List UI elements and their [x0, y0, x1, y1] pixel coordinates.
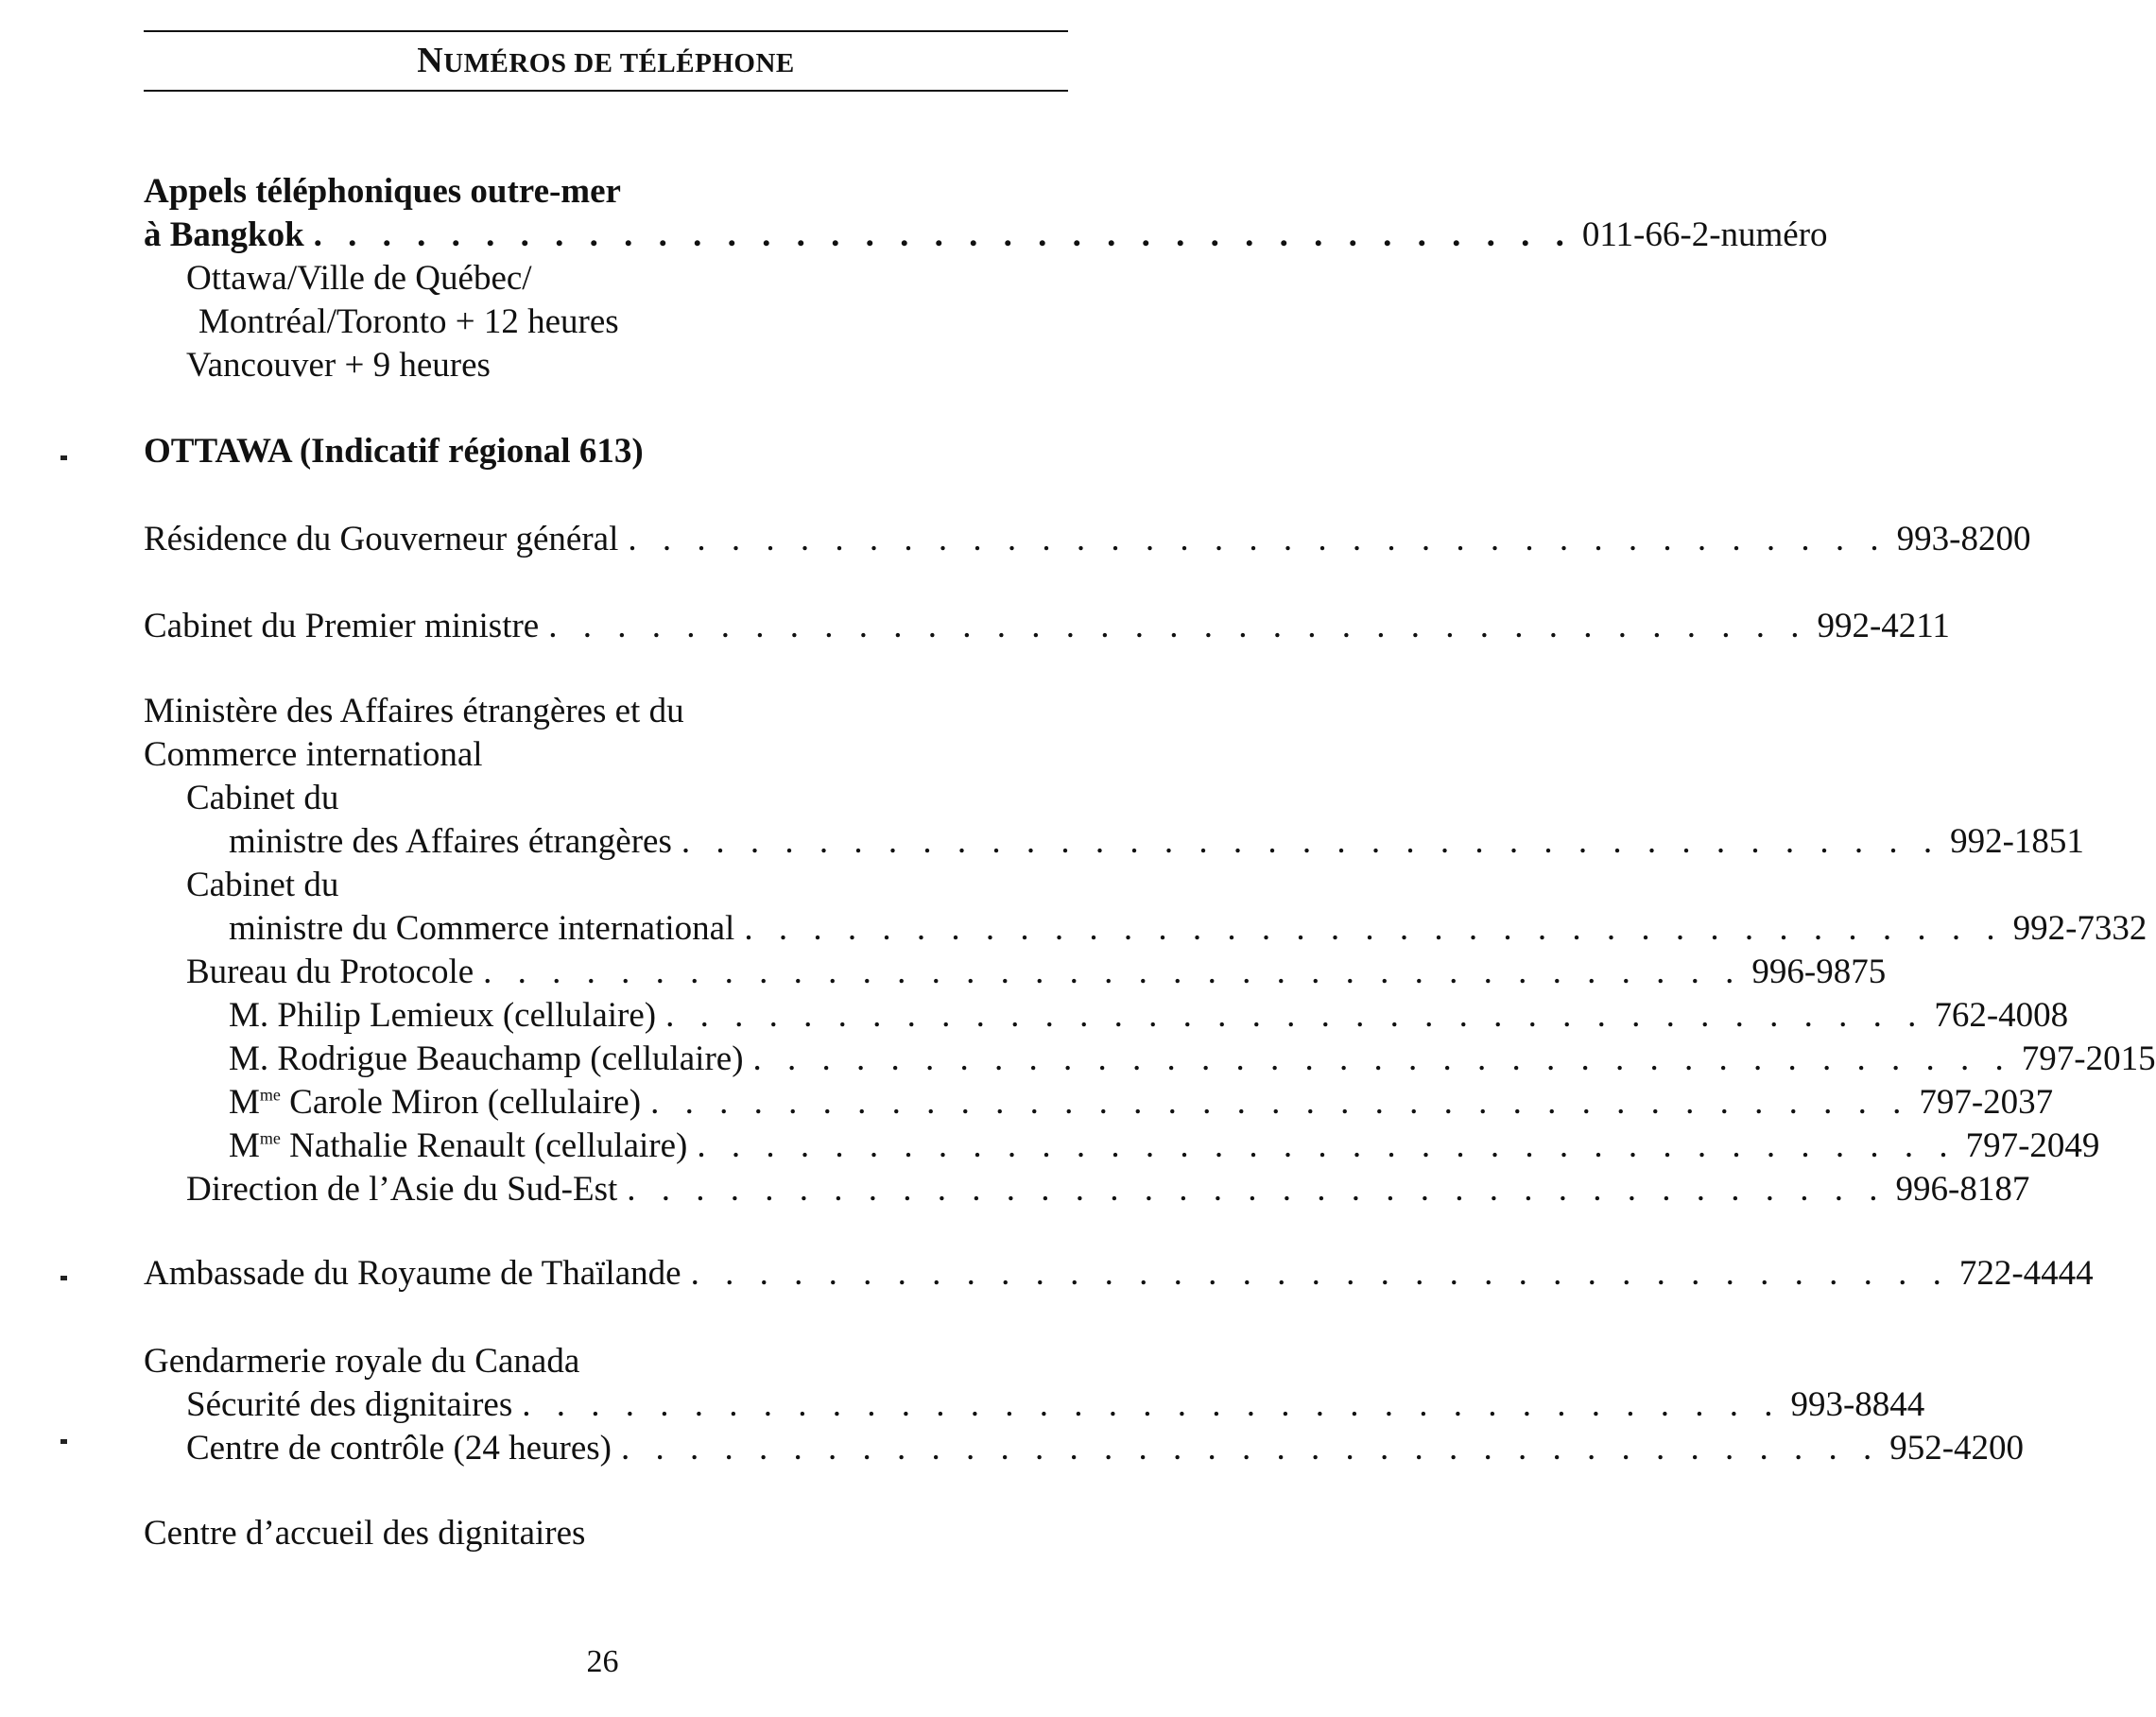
entry-number: 011-66-2-numéro [1581, 215, 1828, 254]
leader-dots: . . . . . . . . . . . . . . . . . . . . . . . . . . . . . . . . . . . . . [650, 1083, 1910, 1122]
listing-row [229, 907, 2147, 951]
sub-entry-label: Cabinet du [186, 779, 339, 817]
entry-number: 797-2015 [2021, 1039, 2156, 1078]
entry-number: 797-2037 [1919, 1083, 2054, 1122]
page-number: 26 [586, 1644, 619, 1679]
ottawa-heading: OTTAWA (Indicatif régional 613) [144, 432, 644, 471]
entry-label: Résidence du Gouverneur général [144, 520, 619, 558]
entry-number: 993-8200 [1896, 520, 2031, 558]
leader-dots: . . . . . . . . . . . . . . . . . . . . . . . . . . . . . . . . . . . . . [665, 996, 1925, 1035]
entry-number: 952-4200 [1889, 1429, 2025, 1468]
leader-dots: . . . . . . . . . . . . . . . . . . . . . . . . . . . . . . . . . . . . . [681, 822, 1941, 861]
margin-mark [60, 455, 67, 460]
leader-dots: . . . . . . . . . . . . . . . . . . . . . . . . . . . . . . . . . . . . . [483, 953, 1743, 991]
leader-dots: . . . . . . . . . . . . . . . . . . . . . . . . . . . . . . . . . . . . . [744, 909, 2004, 948]
listing-row [186, 951, 1887, 994]
page-header: NUMÉROS DE TÉLÉPHONE [417, 41, 795, 80]
entry-number: 996-9875 [1751, 953, 1887, 991]
entry-label: Direction de l’Asie du Sud-Est [186, 1170, 618, 1209]
listing-row [144, 518, 2031, 561]
entry-label: M. Philip Lemieux (cellulaire) [229, 996, 657, 1035]
entry-label: $M^{me}$ Nathalie Renault (cellulaire) [229, 1126, 688, 1165]
leader-dots: . . . . . . . . . . . . . . . . . . . . . . . . . . . . . . . . . . . . . [548, 607, 1808, 645]
entry-number: 992-7332 [2012, 909, 2147, 948]
entry-label: $M^{me}$ Carole Miron (cellulaire) [229, 1083, 642, 1122]
ministry-name-line: Commerce international [144, 735, 483, 774]
header-rule-top [144, 30, 1068, 32]
entry-label: Centre de contrôle (24 heures) [186, 1429, 612, 1468]
listing-row [144, 1252, 2094, 1296]
leader-dots: . . . . . . . . . . . . . . . . . . . . . . . . . . . . . . . . . . . . . [752, 1039, 2012, 1078]
leader-dots: . . . . . . . . . . . . . . . . . . . . . . . . . . . . . . . . . . . . . [628, 520, 1888, 558]
leader-dots: . . . . . . . . . . . . . . . . . . . . . . . . . . . . . . . . . . . . . [697, 1126, 1957, 1165]
time-diff-line: Montréal/Toronto + 12 heures [198, 302, 619, 341]
entry-number: 797-2049 [1965, 1126, 2100, 1165]
entry-number: 992-4211 [1817, 607, 1950, 645]
margin-mark [60, 1276, 67, 1280]
reception-heading: Centre d’accueil des dignitaires [144, 1514, 586, 1553]
header-rule-bottom [144, 90, 1068, 92]
entry-label: Cabinet du Premier ministre [144, 607, 540, 645]
entry-number: 996-8187 [1895, 1170, 2030, 1209]
leader-dots: . . . . . . . . . . . . . . . . . . . . . . . . . . . . . . . . . . . . . [313, 215, 1573, 254]
overseas-heading: Appels téléphoniques outre-mer [144, 172, 621, 211]
leader-dots: . . . . . . . . . . . . . . . . . . . . . . . . . . . . . . . . . . . . . [627, 1170, 1887, 1209]
entry-label: Bureau du Protocole [186, 953, 474, 991]
entry-number: 722-4444 [1958, 1254, 2094, 1293]
rcmp-heading: Gendarmerie royale du Canada [144, 1342, 580, 1381]
listing-row [229, 1081, 2054, 1125]
entry-label: Ambassade du Royaume de Thaïlande [144, 1254, 681, 1293]
entry-label: ministre des Affaires étrangères [229, 822, 672, 861]
listing-row [186, 1168, 2030, 1211]
sub-entry-label: Cabinet du [186, 866, 339, 904]
listing-row [229, 994, 2069, 1038]
entry-label: à Bangkok [144, 215, 304, 254]
entry-label: Sécurité des dignitaires [186, 1385, 513, 1424]
ministry-name-line: Ministère des Affaires étrangères et du [144, 692, 684, 730]
leader-dots: . . . . . . . . . . . . . . . . . . . . . . . . . . . . . . . . . . . . . [690, 1254, 1950, 1293]
entry-label: M. Rodrigue Beauchamp (cellulaire) [229, 1039, 744, 1078]
leader-dots: . . . . . . . . . . . . . . . . . . . . . . . . . . . . . . . . . . . . . [620, 1429, 1881, 1468]
entry-number: 992-1851 [1950, 822, 2084, 861]
leader-dots: . . . . . . . . . . . . . . . . . . . . . . . . . . . . . . . . . . . . . [522, 1385, 1782, 1424]
entry-number: 762-4008 [1934, 996, 2069, 1035]
margin-mark [60, 1439, 67, 1444]
overseas-bangkok-row [144, 214, 1828, 257]
listing-row [144, 605, 1950, 648]
listing-row [229, 1038, 2156, 1081]
entry-number: 993-8844 [1790, 1385, 1925, 1424]
listing-row [229, 820, 2084, 864]
entry-label: ministre du Commerce international [229, 909, 735, 948]
time-diff-line: Vancouver + 9 heures [186, 346, 491, 385]
time-diff-line: Ottawa/Ville de Québec/ [186, 259, 532, 298]
listing-row [229, 1125, 2100, 1168]
listing-row [186, 1383, 1925, 1427]
listing-row [186, 1427, 2025, 1470]
